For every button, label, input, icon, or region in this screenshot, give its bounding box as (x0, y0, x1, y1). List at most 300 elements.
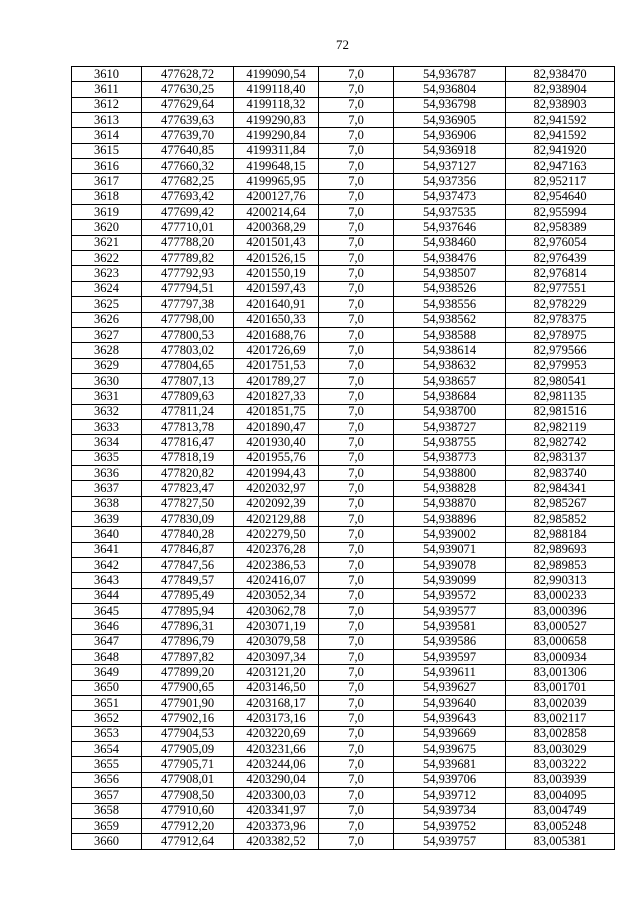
cell-col-1: 3632 (72, 404, 142, 419)
cell-col-3: 4199118,32 (234, 97, 319, 112)
cell-col-5: 54,936906 (394, 128, 506, 143)
cell-col-4: 7,0 (319, 511, 394, 526)
cell-col-3: 4199965,95 (234, 174, 319, 189)
table-row (72, 82, 615, 97)
cell-col-3: 4199090,54 (234, 67, 319, 82)
cell-col-6: 82,981516 (506, 404, 615, 419)
cell-col-4: 7,0 (319, 711, 394, 726)
page-number: 72 (336, 37, 349, 52)
cell-col-4: 7,0 (319, 373, 394, 388)
cell-col-4: 7,0 (319, 818, 394, 833)
table-row (72, 67, 615, 82)
cell-col-3: 4201930,40 (234, 435, 319, 450)
cell-col-4: 7,0 (319, 803, 394, 818)
cell-col-1: 3639 (72, 511, 142, 526)
table-row (72, 481, 615, 496)
cell-col-6: 82,990313 (506, 573, 615, 588)
cell-col-6: 82,979953 (506, 358, 615, 373)
cell-col-1: 3650 (72, 680, 142, 695)
cell-col-1: 3653 (72, 726, 142, 741)
cell-col-3: 4203300,03 (234, 788, 319, 803)
cell-col-1: 3617 (72, 174, 142, 189)
cell-col-1: 3652 (72, 711, 142, 726)
cell-col-3: 4199311,84 (234, 143, 319, 158)
cell-col-6: 82,985267 (506, 496, 615, 511)
table-row (72, 113, 615, 128)
cell-col-2: 477840,28 (142, 527, 234, 542)
cell-col-5: 54,938800 (394, 465, 506, 480)
cell-col-5: 54,939581 (394, 619, 506, 634)
cell-col-3: 4202092,39 (234, 496, 319, 511)
table-row (72, 251, 615, 266)
cell-col-5: 54,939675 (394, 742, 506, 757)
cell-col-4: 7,0 (319, 665, 394, 680)
cell-col-2: 477897,82 (142, 650, 234, 665)
cell-col-2: 477830,09 (142, 511, 234, 526)
table-row (72, 373, 615, 388)
cell-col-2: 477905,71 (142, 757, 234, 772)
cell-col-2: 477899,20 (142, 665, 234, 680)
cell-col-1: 3625 (72, 297, 142, 312)
cell-col-2: 477798,00 (142, 312, 234, 327)
cell-col-6: 82,981135 (506, 389, 615, 404)
cell-col-5: 54,939611 (394, 665, 506, 680)
cell-col-6: 82,989853 (506, 558, 615, 573)
cell-col-6: 83,000527 (506, 619, 615, 634)
cell-col-5: 54,939078 (394, 558, 506, 573)
cell-col-2: 477682,25 (142, 174, 234, 189)
cell-col-3: 4203097,34 (234, 650, 319, 665)
cell-col-3: 4203373,96 (234, 818, 319, 833)
table-row (72, 604, 615, 619)
table-row (72, 742, 615, 757)
cell-col-5: 54,938700 (394, 404, 506, 419)
cell-col-2: 477823,47 (142, 481, 234, 496)
cell-col-6: 82,938903 (506, 97, 615, 112)
cell-col-1: 3637 (72, 481, 142, 496)
cell-col-4: 7,0 (319, 174, 394, 189)
cell-col-2: 477902,16 (142, 711, 234, 726)
cell-col-2: 477803,02 (142, 343, 234, 358)
cell-col-5: 54,937646 (394, 220, 506, 235)
cell-col-2: 477910,60 (142, 803, 234, 818)
cell-col-4: 7,0 (319, 404, 394, 419)
cell-col-6: 83,000658 (506, 634, 615, 649)
cell-col-4: 7,0 (319, 742, 394, 757)
cell-col-1: 3633 (72, 419, 142, 434)
cell-col-3: 4203062,78 (234, 604, 319, 619)
cell-col-2: 477895,94 (142, 604, 234, 619)
cell-col-6: 82,978375 (506, 312, 615, 327)
cell-col-6: 83,000934 (506, 650, 615, 665)
table-row (72, 97, 615, 112)
cell-col-5: 54,937473 (394, 189, 506, 204)
cell-col-5: 54,939752 (394, 818, 506, 833)
table-row (72, 511, 615, 526)
cell-col-6: 82,982742 (506, 435, 615, 450)
cell-col-2: 477900,65 (142, 680, 234, 695)
cell-col-6: 83,002117 (506, 711, 615, 726)
cell-col-5: 54,939712 (394, 788, 506, 803)
cell-col-2: 477818,19 (142, 450, 234, 465)
cell-col-3: 4201789,27 (234, 373, 319, 388)
cell-col-2: 477797,38 (142, 297, 234, 312)
cell-col-2: 477639,70 (142, 128, 234, 143)
cell-col-4: 7,0 (319, 419, 394, 434)
table-row (72, 327, 615, 342)
cell-col-4: 7,0 (319, 757, 394, 772)
table-row (72, 404, 615, 419)
cell-col-3: 4203079,58 (234, 634, 319, 649)
cell-col-4: 7,0 (319, 143, 394, 158)
cell-col-5: 54,939577 (394, 604, 506, 619)
table-row (72, 788, 615, 803)
cell-col-6: 82,941592 (506, 128, 615, 143)
table-row (72, 435, 615, 450)
cell-col-6: 82,984341 (506, 481, 615, 496)
table-row (72, 803, 615, 818)
cell-col-4: 7,0 (319, 588, 394, 603)
cell-col-2: 477849,57 (142, 573, 234, 588)
cell-col-3: 4202416,07 (234, 573, 319, 588)
cell-col-2: 477807,13 (142, 373, 234, 388)
cell-col-5: 54,936798 (394, 97, 506, 112)
cell-col-2: 477789,82 (142, 251, 234, 266)
cell-col-1: 3643 (72, 573, 142, 588)
cell-col-4: 7,0 (319, 358, 394, 373)
cell-col-4: 7,0 (319, 266, 394, 281)
cell-col-5: 54,938562 (394, 312, 506, 327)
cell-col-4: 7,0 (319, 696, 394, 711)
table-row (72, 389, 615, 404)
cell-col-5: 54,939643 (394, 711, 506, 726)
cell-col-6: 82,985852 (506, 511, 615, 526)
cell-col-4: 7,0 (319, 465, 394, 480)
cell-col-3: 4201751,53 (234, 358, 319, 373)
cell-col-2: 477847,56 (142, 558, 234, 573)
cell-col-1: 3614 (72, 128, 142, 143)
table-row (72, 159, 615, 174)
table-row (72, 665, 615, 680)
cell-col-6: 82,954640 (506, 189, 615, 204)
cell-col-2: 477846,87 (142, 542, 234, 557)
cell-col-5: 54,939706 (394, 772, 506, 787)
cell-col-3: 4201994,43 (234, 465, 319, 480)
table-row (72, 619, 615, 634)
cell-col-4: 7,0 (319, 680, 394, 695)
cell-col-2: 477908,01 (142, 772, 234, 787)
table-row (72, 588, 615, 603)
cell-col-6: 82,983740 (506, 465, 615, 480)
cell-col-3: 4201526,15 (234, 251, 319, 266)
cell-col-6: 82,955994 (506, 205, 615, 220)
cell-col-2: 477895,49 (142, 588, 234, 603)
table-row (72, 266, 615, 281)
cell-col-5: 54,939681 (394, 757, 506, 772)
cell-col-1: 3649 (72, 665, 142, 680)
cell-col-6: 82,976054 (506, 235, 615, 250)
cell-col-6: 82,947163 (506, 159, 615, 174)
cell-col-1: 3645 (72, 604, 142, 619)
table-row (72, 143, 615, 158)
cell-col-6: 82,978975 (506, 327, 615, 342)
cell-col-4: 7,0 (319, 573, 394, 588)
cell-col-5: 54,938588 (394, 327, 506, 342)
table-row (72, 174, 615, 189)
cell-col-5: 54,938614 (394, 343, 506, 358)
cell-col-3: 4203244,06 (234, 757, 319, 772)
table-row (72, 680, 615, 695)
cell-col-5: 54,939640 (394, 696, 506, 711)
table-row (72, 772, 615, 787)
cell-col-6: 82,976814 (506, 266, 615, 281)
cell-col-1: 3630 (72, 373, 142, 388)
cell-col-4: 7,0 (319, 542, 394, 557)
cell-col-3: 4200368,29 (234, 220, 319, 235)
cell-col-1: 3635 (72, 450, 142, 465)
cell-col-1: 3616 (72, 159, 142, 174)
cell-col-1: 3624 (72, 281, 142, 296)
cell-col-2: 477813,78 (142, 419, 234, 434)
cell-col-6: 83,003222 (506, 757, 615, 772)
cell-col-6: 83,002858 (506, 726, 615, 741)
cell-col-1: 3646 (72, 619, 142, 634)
cell-col-2: 477908,50 (142, 788, 234, 803)
cell-col-2: 477800,53 (142, 327, 234, 342)
cell-col-1: 3627 (72, 327, 142, 342)
cell-col-5: 54,939669 (394, 726, 506, 741)
cell-col-1: 3658 (72, 803, 142, 818)
cell-col-3: 4203173,16 (234, 711, 319, 726)
cell-col-3: 4201726,69 (234, 343, 319, 358)
cell-col-1: 3655 (72, 757, 142, 772)
cell-col-4: 7,0 (319, 481, 394, 496)
cell-col-4: 7,0 (319, 450, 394, 465)
cell-col-4: 7,0 (319, 558, 394, 573)
cell-col-2: 477816,47 (142, 435, 234, 450)
cell-col-1: 3641 (72, 542, 142, 557)
table-row (72, 527, 615, 542)
cell-col-1: 3629 (72, 358, 142, 373)
cell-col-5: 54,938727 (394, 419, 506, 434)
cell-col-4: 7,0 (319, 159, 394, 174)
cell-col-6: 82,983137 (506, 450, 615, 465)
cell-col-6: 82,982119 (506, 419, 615, 434)
cell-col-2: 477788,20 (142, 235, 234, 250)
table-row (72, 343, 615, 358)
cell-col-1: 3644 (72, 588, 142, 603)
cell-col-5: 54,938755 (394, 435, 506, 450)
cell-col-4: 7,0 (319, 82, 394, 97)
table-row (72, 834, 615, 850)
cell-col-3: 4199118,40 (234, 82, 319, 97)
table-row (72, 419, 615, 434)
cell-col-3: 4202129,88 (234, 511, 319, 526)
cell-col-3: 4202279,50 (234, 527, 319, 542)
cell-col-2: 477809,63 (142, 389, 234, 404)
cell-col-4: 7,0 (319, 619, 394, 634)
cell-col-4: 7,0 (319, 220, 394, 235)
table-body (72, 67, 615, 850)
cell-col-2: 477628,72 (142, 67, 234, 82)
cell-col-6: 83,003029 (506, 742, 615, 757)
cell-col-4: 7,0 (319, 205, 394, 220)
cell-col-6: 83,005381 (506, 834, 615, 850)
cell-col-2: 477794,51 (142, 281, 234, 296)
cell-col-5: 54,939627 (394, 680, 506, 695)
cell-col-3: 4200214,64 (234, 205, 319, 220)
cell-col-5: 54,939757 (394, 834, 506, 850)
cell-col-5: 54,936787 (394, 67, 506, 82)
table-row (72, 235, 615, 250)
cell-col-3: 4201890,47 (234, 419, 319, 434)
table-row (72, 496, 615, 511)
cell-col-1: 3647 (72, 634, 142, 649)
cell-col-3: 4201597,43 (234, 281, 319, 296)
cell-col-1: 3656 (72, 772, 142, 787)
cell-col-5: 54,936804 (394, 82, 506, 97)
cell-col-2: 477827,50 (142, 496, 234, 511)
cell-col-4: 7,0 (319, 772, 394, 787)
cell-col-4: 7,0 (319, 235, 394, 250)
cell-col-6: 82,976439 (506, 251, 615, 266)
cell-col-1: 3642 (72, 558, 142, 573)
cell-col-1: 3636 (72, 465, 142, 480)
cell-col-4: 7,0 (319, 726, 394, 741)
cell-col-4: 7,0 (319, 128, 394, 143)
cell-col-5: 54,939572 (394, 588, 506, 603)
cell-col-3: 4202032,97 (234, 481, 319, 496)
cell-col-4: 7,0 (319, 327, 394, 342)
cell-col-3: 4201640,91 (234, 297, 319, 312)
cell-col-6: 83,001701 (506, 680, 615, 695)
table-row (72, 358, 615, 373)
cell-col-3: 4199290,84 (234, 128, 319, 143)
cell-col-3: 4201851,75 (234, 404, 319, 419)
cell-col-2: 477905,09 (142, 742, 234, 757)
cell-col-1: 3611 (72, 82, 142, 97)
cell-col-3: 4201688,76 (234, 327, 319, 342)
cell-col-6: 82,977551 (506, 281, 615, 296)
cell-col-1: 3620 (72, 220, 142, 235)
table-row (72, 220, 615, 235)
cell-col-2: 477792,93 (142, 266, 234, 281)
cell-col-3: 4203231,66 (234, 742, 319, 757)
cell-col-3: 4201955,76 (234, 450, 319, 465)
cell-col-5: 54,939734 (394, 803, 506, 818)
cell-col-6: 82,958389 (506, 220, 615, 235)
cell-col-5: 54,936918 (394, 143, 506, 158)
cell-col-6: 82,979566 (506, 343, 615, 358)
cell-col-6: 83,004749 (506, 803, 615, 818)
cell-col-6: 82,941920 (506, 143, 615, 158)
cell-col-3: 4203341,97 (234, 803, 319, 818)
cell-col-4: 7,0 (319, 435, 394, 450)
cell-col-1: 3622 (72, 251, 142, 266)
cell-col-1: 3631 (72, 389, 142, 404)
cell-col-1: 3610 (72, 67, 142, 82)
cell-col-5: 54,938773 (394, 450, 506, 465)
cell-col-5: 54,938632 (394, 358, 506, 373)
cell-col-3: 4203290,04 (234, 772, 319, 787)
cell-col-5: 54,938896 (394, 511, 506, 526)
cell-col-1: 3621 (72, 235, 142, 250)
cell-col-2: 477640,85 (142, 143, 234, 158)
cell-col-2: 477912,20 (142, 818, 234, 833)
cell-col-2: 477820,82 (142, 465, 234, 480)
table-row (72, 297, 615, 312)
cell-col-3: 4201550,19 (234, 266, 319, 281)
table-row (72, 205, 615, 220)
cell-col-5: 54,938657 (394, 373, 506, 388)
cell-col-2: 477904,53 (142, 726, 234, 741)
cell-col-3: 4200127,76 (234, 189, 319, 204)
cell-col-4: 7,0 (319, 189, 394, 204)
cell-col-1: 3654 (72, 742, 142, 757)
cell-col-1: 3612 (72, 97, 142, 112)
cell-col-6: 83,002039 (506, 696, 615, 711)
cell-col-6: 82,980541 (506, 373, 615, 388)
cell-col-2: 477693,42 (142, 189, 234, 204)
cell-col-4: 7,0 (319, 281, 394, 296)
cell-col-2: 477912,64 (142, 834, 234, 850)
table-row (72, 818, 615, 833)
cell-col-2: 477804,65 (142, 358, 234, 373)
cell-col-1: 3618 (72, 189, 142, 204)
cell-col-6: 83,005248 (506, 818, 615, 833)
table-row (72, 711, 615, 726)
cell-col-3: 4203168,17 (234, 696, 319, 711)
cell-col-6: 82,938904 (506, 82, 615, 97)
cell-col-5: 54,938526 (394, 281, 506, 296)
table-row (72, 650, 615, 665)
cell-col-1: 3648 (72, 650, 142, 665)
cell-col-4: 7,0 (319, 312, 394, 327)
cell-col-1: 3634 (72, 435, 142, 450)
table-row (72, 281, 615, 296)
cell-col-4: 7,0 (319, 113, 394, 128)
cell-col-4: 7,0 (319, 496, 394, 511)
cell-col-3: 4199648,15 (234, 159, 319, 174)
table-row (72, 634, 615, 649)
table-row (72, 573, 615, 588)
table-row (72, 312, 615, 327)
cell-col-3: 4201650,33 (234, 312, 319, 327)
cell-col-6: 83,003939 (506, 772, 615, 787)
cell-col-1: 3623 (72, 266, 142, 281)
cell-col-2: 477660,32 (142, 159, 234, 174)
cell-col-4: 7,0 (319, 834, 394, 850)
coordinates-table (71, 66, 615, 850)
cell-col-6: 82,989693 (506, 542, 615, 557)
cell-col-4: 7,0 (319, 604, 394, 619)
cell-col-6: 83,000396 (506, 604, 615, 619)
cell-col-3: 4203146,50 (234, 680, 319, 695)
cell-col-5: 54,938476 (394, 251, 506, 266)
cell-col-5: 54,939071 (394, 542, 506, 557)
cell-col-5: 54,936905 (394, 113, 506, 128)
cell-col-6: 82,988184 (506, 527, 615, 542)
cell-col-4: 7,0 (319, 788, 394, 803)
cell-col-3: 4201827,33 (234, 389, 319, 404)
cell-col-5: 54,938870 (394, 496, 506, 511)
cell-col-3: 4203071,19 (234, 619, 319, 634)
table-row (72, 189, 615, 204)
cell-col-2: 477811,24 (142, 404, 234, 419)
cell-col-3: 4202376,28 (234, 542, 319, 557)
cell-col-4: 7,0 (319, 251, 394, 266)
cell-col-4: 7,0 (319, 527, 394, 542)
